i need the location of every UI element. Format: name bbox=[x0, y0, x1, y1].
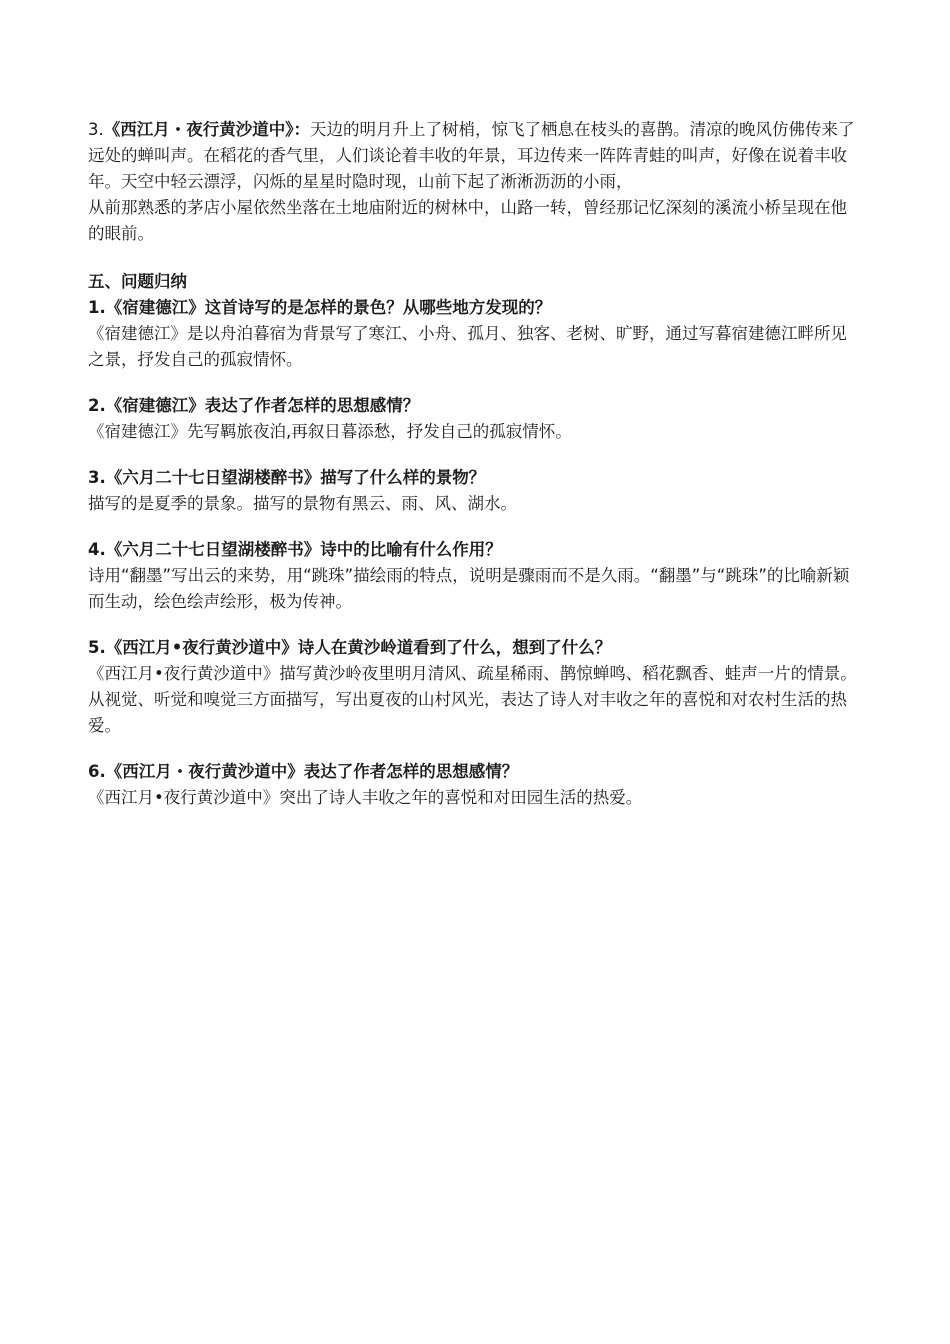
question-2: 2.《宿建德江》表达了作者怎样的思想感情？ bbox=[88, 396, 420, 415]
answer-5: 《西江月•夜行黄沙道中》描写黄沙岭夜里明月清风、疏星稀雨、鹊惊蝉鸣、稻花飘香、蛙声一片的情景。从视觉、听觉和嗅觉三方面描写，写出夏夜的山村风光，表达了诗人对丰收之年的喜悦和对农村生活的热爱。 bbox=[88, 664, 857, 735]
answer-6: 《西江月•夜行黄沙道中》突出了诗人丰收之年的喜悦和对田园生活的热爱。 bbox=[88, 788, 643, 807]
answer-2: 《宿建德江》先写羁旅夜泊,再叙日暮添愁，抒发自己的孤寂情怀。 bbox=[88, 422, 572, 441]
question-5: 5.《西江月•夜行黄沙道中》诗人在黄沙岭道看到了什么，想到了什么？ bbox=[88, 638, 612, 657]
intro-number: 3. bbox=[88, 120, 104, 139]
answer-4: 诗用“翻墨”写出云的来势，用“跳珠”描绘雨的特点，说明是骤雨而不是久雨。“翻墨”与“跳珠”的比喻新颖而生动，绘色绘声绘形，极为传神。 bbox=[88, 566, 850, 611]
intro-title: 《西江月・夜行黄沙道中》 bbox=[103, 120, 294, 139]
intro-colon: ： bbox=[293, 120, 310, 139]
qa-item bbox=[88, 465, 863, 517]
answer-1: 《宿建德江》是以舟泊暮宿为背景写了寒江、小舟、孤月、独客、老树、旷野，通过写暮宿建德江畔所见之景，抒发自己的孤寂情怀。 bbox=[88, 324, 847, 369]
intro-continuation: 从前那熟悉的茅店小屋依然坐落在土地庙附近的树林中，山路一转，曾经那记忆深刻的溪流小桥呈现在他的眼前。 bbox=[88, 198, 847, 243]
intro-text: 天边的明月升上了树梢，惊飞了栖息在枝头的喜鹊。清凉的晚风仿佛传来了远处的蝉叫声。在稻花的香气里，人们谈论着丰收的年景，耳边传来一阵阵青蛙的叫声，好像在说着丰收年。天空中轻云漂浮，闪烁的星星时隐时现，山前下起了淅淅沥沥的小雨， bbox=[88, 120, 855, 191]
qa-item bbox=[88, 537, 863, 615]
question-4: 4.《六月二十七日望湖楼醉书》诗中的比喻有什么作用？ bbox=[88, 540, 502, 559]
answer-3: 描写的是夏季的景象。描写的景物有黑云、雨、风、湖水。 bbox=[88, 494, 517, 513]
question-1: 1.《宿建德江》这首诗写的是怎样的景色？从哪些地方发现的？ bbox=[88, 298, 552, 317]
question-6: 6.《西江月・夜行黄沙道中》表达了作者怎样的思想感情？ bbox=[88, 762, 519, 781]
document-page bbox=[88, 117, 863, 811]
qa-item bbox=[88, 759, 863, 811]
question-3: 3.《六月二十七日望湖楼醉书》描写了什么样的景物？ bbox=[88, 468, 486, 487]
qa-item bbox=[88, 295, 863, 373]
qa-item bbox=[88, 393, 863, 445]
intro-paragraph bbox=[88, 117, 863, 195]
qa-item bbox=[88, 635, 863, 739]
section-heading: 五、问题归纳 bbox=[88, 272, 187, 291]
